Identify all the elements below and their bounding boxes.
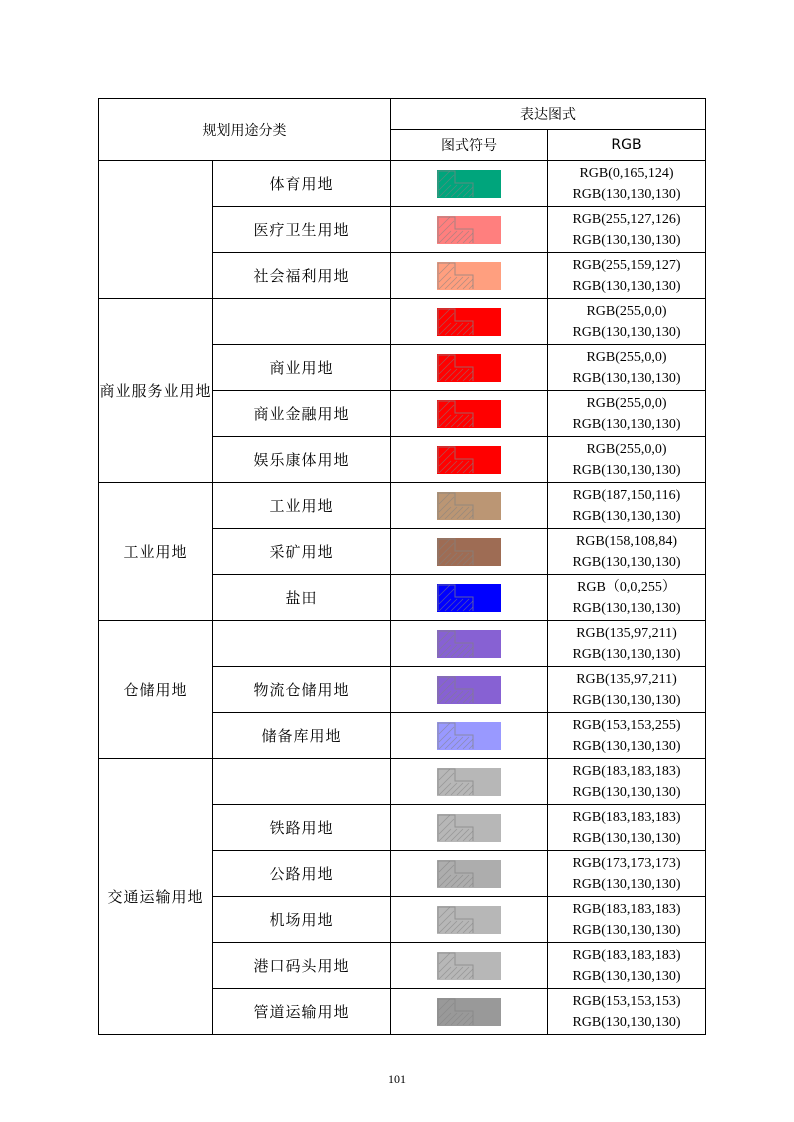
legend-row	[99, 621, 706, 667]
category-cell: 仓储用地	[99, 621, 213, 759]
color-swatch	[437, 768, 501, 796]
rgb-cell	[548, 805, 706, 851]
symbol-cell	[391, 575, 548, 621]
fill-rgb-value: RGB（0,0,255）	[577, 579, 676, 595]
subcategory-cell: 商业金融用地	[213, 391, 391, 437]
hatch-rgb-value: RGB(130,130,130)	[572, 278, 681, 294]
category-cell: 工业用地	[99, 483, 213, 621]
fill-rgb-value: RGB(183,183,183)	[572, 901, 681, 917]
color-swatch	[437, 262, 501, 290]
rgb-cell	[548, 529, 706, 575]
hatch-pattern-icon	[437, 860, 501, 888]
rgb-cell	[548, 161, 706, 207]
rgb-cell	[548, 483, 706, 529]
category-cell: 商业服务业用地	[99, 299, 213, 483]
symbol-cell	[391, 391, 548, 437]
rgb-cell	[548, 667, 706, 713]
legend-row	[99, 759, 706, 805]
hatch-pattern-icon	[437, 584, 501, 612]
rgb-cell	[548, 437, 706, 483]
rgb-cell	[548, 253, 706, 299]
legend-row	[99, 299, 706, 345]
rgb-cell	[548, 943, 706, 989]
subcategory-cell: 港口码头用地	[213, 943, 391, 989]
fill-rgb-value: RGB(158,108,84)	[575, 533, 678, 549]
subcategory-cell	[213, 759, 391, 805]
hatch-pattern-icon	[437, 768, 501, 796]
color-swatch	[437, 354, 501, 382]
hatch-pattern-icon	[437, 262, 501, 290]
color-swatch	[437, 630, 501, 658]
hatch-pattern-icon	[437, 722, 501, 750]
hatch-rgb-value: RGB(130,130,130)	[572, 416, 681, 432]
subcategory-cell: 储备库用地	[213, 713, 391, 759]
hatch-pattern-icon	[437, 308, 501, 336]
subcategory-cell: 体育用地	[213, 161, 391, 207]
hatch-rgb-value: RGB(130,130,130)	[572, 324, 681, 340]
hatch-rgb-value: RGB(130,130,130)	[572, 370, 681, 386]
rgb-cell	[548, 621, 706, 667]
legend-row	[99, 483, 706, 529]
fill-rgb-value: RGB(153,153,255)	[572, 717, 681, 733]
color-swatch	[437, 584, 501, 612]
fill-rgb-value: RGB(255,159,127)	[572, 257, 681, 273]
symbol-cell	[391, 345, 548, 391]
subcategory-cell: 采矿用地	[213, 529, 391, 575]
color-swatch	[437, 952, 501, 980]
symbol-cell	[391, 759, 548, 805]
subcategory-cell: 机场用地	[213, 897, 391, 943]
color-swatch	[437, 492, 501, 520]
category-cell	[99, 161, 213, 299]
rgb-cell	[548, 759, 706, 805]
hatch-rgb-value: RGB(130,130,130)	[572, 508, 681, 524]
fill-rgb-value: RGB(135,97,211)	[576, 671, 677, 687]
expression-header: 表达图式	[391, 99, 706, 130]
symbol-cell	[391, 851, 548, 897]
hatch-pattern-icon	[437, 538, 501, 566]
hatch-pattern-icon	[437, 446, 501, 474]
hatch-pattern-icon	[437, 354, 501, 382]
color-swatch	[437, 538, 501, 566]
symbol-cell	[391, 897, 548, 943]
rgb-cell	[548, 391, 706, 437]
hatch-pattern-icon	[437, 630, 501, 658]
subcategory-cell: 物流仓储用地	[213, 667, 391, 713]
color-swatch	[437, 860, 501, 888]
hatch-pattern-icon	[437, 952, 501, 980]
symbol-cell	[391, 529, 548, 575]
symbol-cell	[391, 943, 548, 989]
symbol-cell	[391, 621, 548, 667]
subcategory-cell: 社会福利用地	[213, 253, 391, 299]
rgb-cell	[548, 989, 706, 1035]
subcategory-cell: 工业用地	[213, 483, 391, 529]
symbol-cell	[391, 161, 548, 207]
fill-rgb-value: RGB(255,0,0)	[586, 441, 667, 457]
symbol-cell	[391, 253, 548, 299]
fill-rgb-value: RGB(0,165,124)	[579, 165, 674, 181]
fill-rgb-value: RGB(255,0,0)	[586, 395, 667, 411]
color-swatch	[437, 400, 501, 428]
fill-rgb-value: RGB(255,0,0)	[586, 349, 667, 365]
color-swatch	[437, 676, 501, 704]
hatch-rgb-value: RGB(130,130,130)	[572, 600, 681, 616]
color-swatch	[437, 814, 501, 842]
hatch-pattern-icon	[437, 400, 501, 428]
hatch-rgb-value: RGB(130,130,130)	[572, 462, 681, 478]
color-swatch	[437, 446, 501, 474]
color-swatch	[437, 998, 501, 1026]
hatch-rgb-value: RGB(130,130,130)	[572, 646, 681, 662]
page-number: 101	[388, 1072, 406, 1086]
fill-rgb-value: RGB(255,0,0)	[586, 303, 667, 319]
symbol-cell	[391, 805, 548, 851]
symbol-cell	[391, 299, 548, 345]
hatch-rgb-value: RGB(130,130,130)	[572, 186, 681, 202]
hatch-rgb-value: RGB(130,130,130)	[572, 1014, 681, 1030]
hatch-rgb-value: RGB(130,130,130)	[572, 232, 681, 248]
fill-rgb-value: RGB(183,183,183)	[572, 947, 681, 963]
subcategory-cell: 医疗卫生用地	[213, 207, 391, 253]
hatch-pattern-icon	[437, 998, 501, 1026]
rgb-cell	[548, 713, 706, 759]
fill-rgb-value: RGB(173,173,173)	[572, 855, 681, 871]
color-swatch	[437, 906, 501, 934]
hatch-pattern-icon	[437, 814, 501, 842]
legend-body	[99, 161, 706, 1035]
subcategory-cell: 商业用地	[213, 345, 391, 391]
hatch-pattern-icon	[437, 906, 501, 934]
symbol-cell	[391, 989, 548, 1035]
rgb-cell	[548, 575, 706, 621]
subcategory-cell: 娱乐康体用地	[213, 437, 391, 483]
subcategory-cell: 盐田	[213, 575, 391, 621]
fill-rgb-value: RGB(183,183,183)	[572, 809, 681, 825]
hatch-rgb-value: RGB(130,130,130)	[572, 830, 681, 846]
hatch-rgb-value: RGB(130,130,130)	[572, 554, 681, 570]
color-swatch	[437, 308, 501, 336]
symbol-cell	[391, 667, 548, 713]
fill-rgb-value: RGB(187,150,116)	[572, 487, 681, 503]
symbol-header: 图式符号	[391, 130, 548, 161]
rgb-cell	[548, 207, 706, 253]
fill-rgb-value: RGB(135,97,211)	[576, 625, 677, 641]
subcategory-cell: 管道运输用地	[213, 989, 391, 1035]
subcategory-cell	[213, 299, 391, 345]
rgb-cell	[548, 299, 706, 345]
rgb-header: RGB	[548, 130, 706, 161]
category-cell: 交通运输用地	[99, 759, 213, 1035]
legend-row	[99, 161, 706, 207]
symbol-cell	[391, 713, 548, 759]
color-swatch	[437, 216, 501, 244]
hatch-pattern-icon	[437, 216, 501, 244]
symbol-cell	[391, 207, 548, 253]
symbol-cell	[391, 483, 548, 529]
hatch-pattern-icon	[437, 170, 501, 198]
category-header: 规划用途分类	[99, 99, 391, 161]
subcategory-cell	[213, 621, 391, 667]
fill-rgb-value: RGB(153,153,153)	[572, 993, 681, 1009]
hatch-rgb-value: RGB(130,130,130)	[572, 968, 681, 984]
hatch-rgb-value: RGB(130,130,130)	[572, 876, 681, 892]
land-use-legend-table	[98, 98, 706, 1035]
rgb-cell	[548, 851, 706, 897]
symbol-cell	[391, 437, 548, 483]
hatch-rgb-value: RGB(130,130,130)	[572, 692, 681, 708]
hatch-pattern-icon	[437, 492, 501, 520]
fill-rgb-value: RGB(255,127,126)	[572, 211, 681, 227]
hatch-rgb-value: RGB(130,130,130)	[572, 738, 681, 754]
color-swatch	[437, 170, 501, 198]
hatch-pattern-icon	[437, 676, 501, 704]
rgb-cell	[548, 345, 706, 391]
rgb-cell	[548, 897, 706, 943]
subcategory-cell: 铁路用地	[213, 805, 391, 851]
hatch-rgb-value: RGB(130,130,130)	[572, 784, 681, 800]
hatch-rgb-value: RGB(130,130,130)	[572, 922, 681, 938]
fill-rgb-value: RGB(183,183,183)	[572, 763, 681, 779]
color-swatch	[437, 722, 501, 750]
subcategory-cell: 公路用地	[213, 851, 391, 897]
